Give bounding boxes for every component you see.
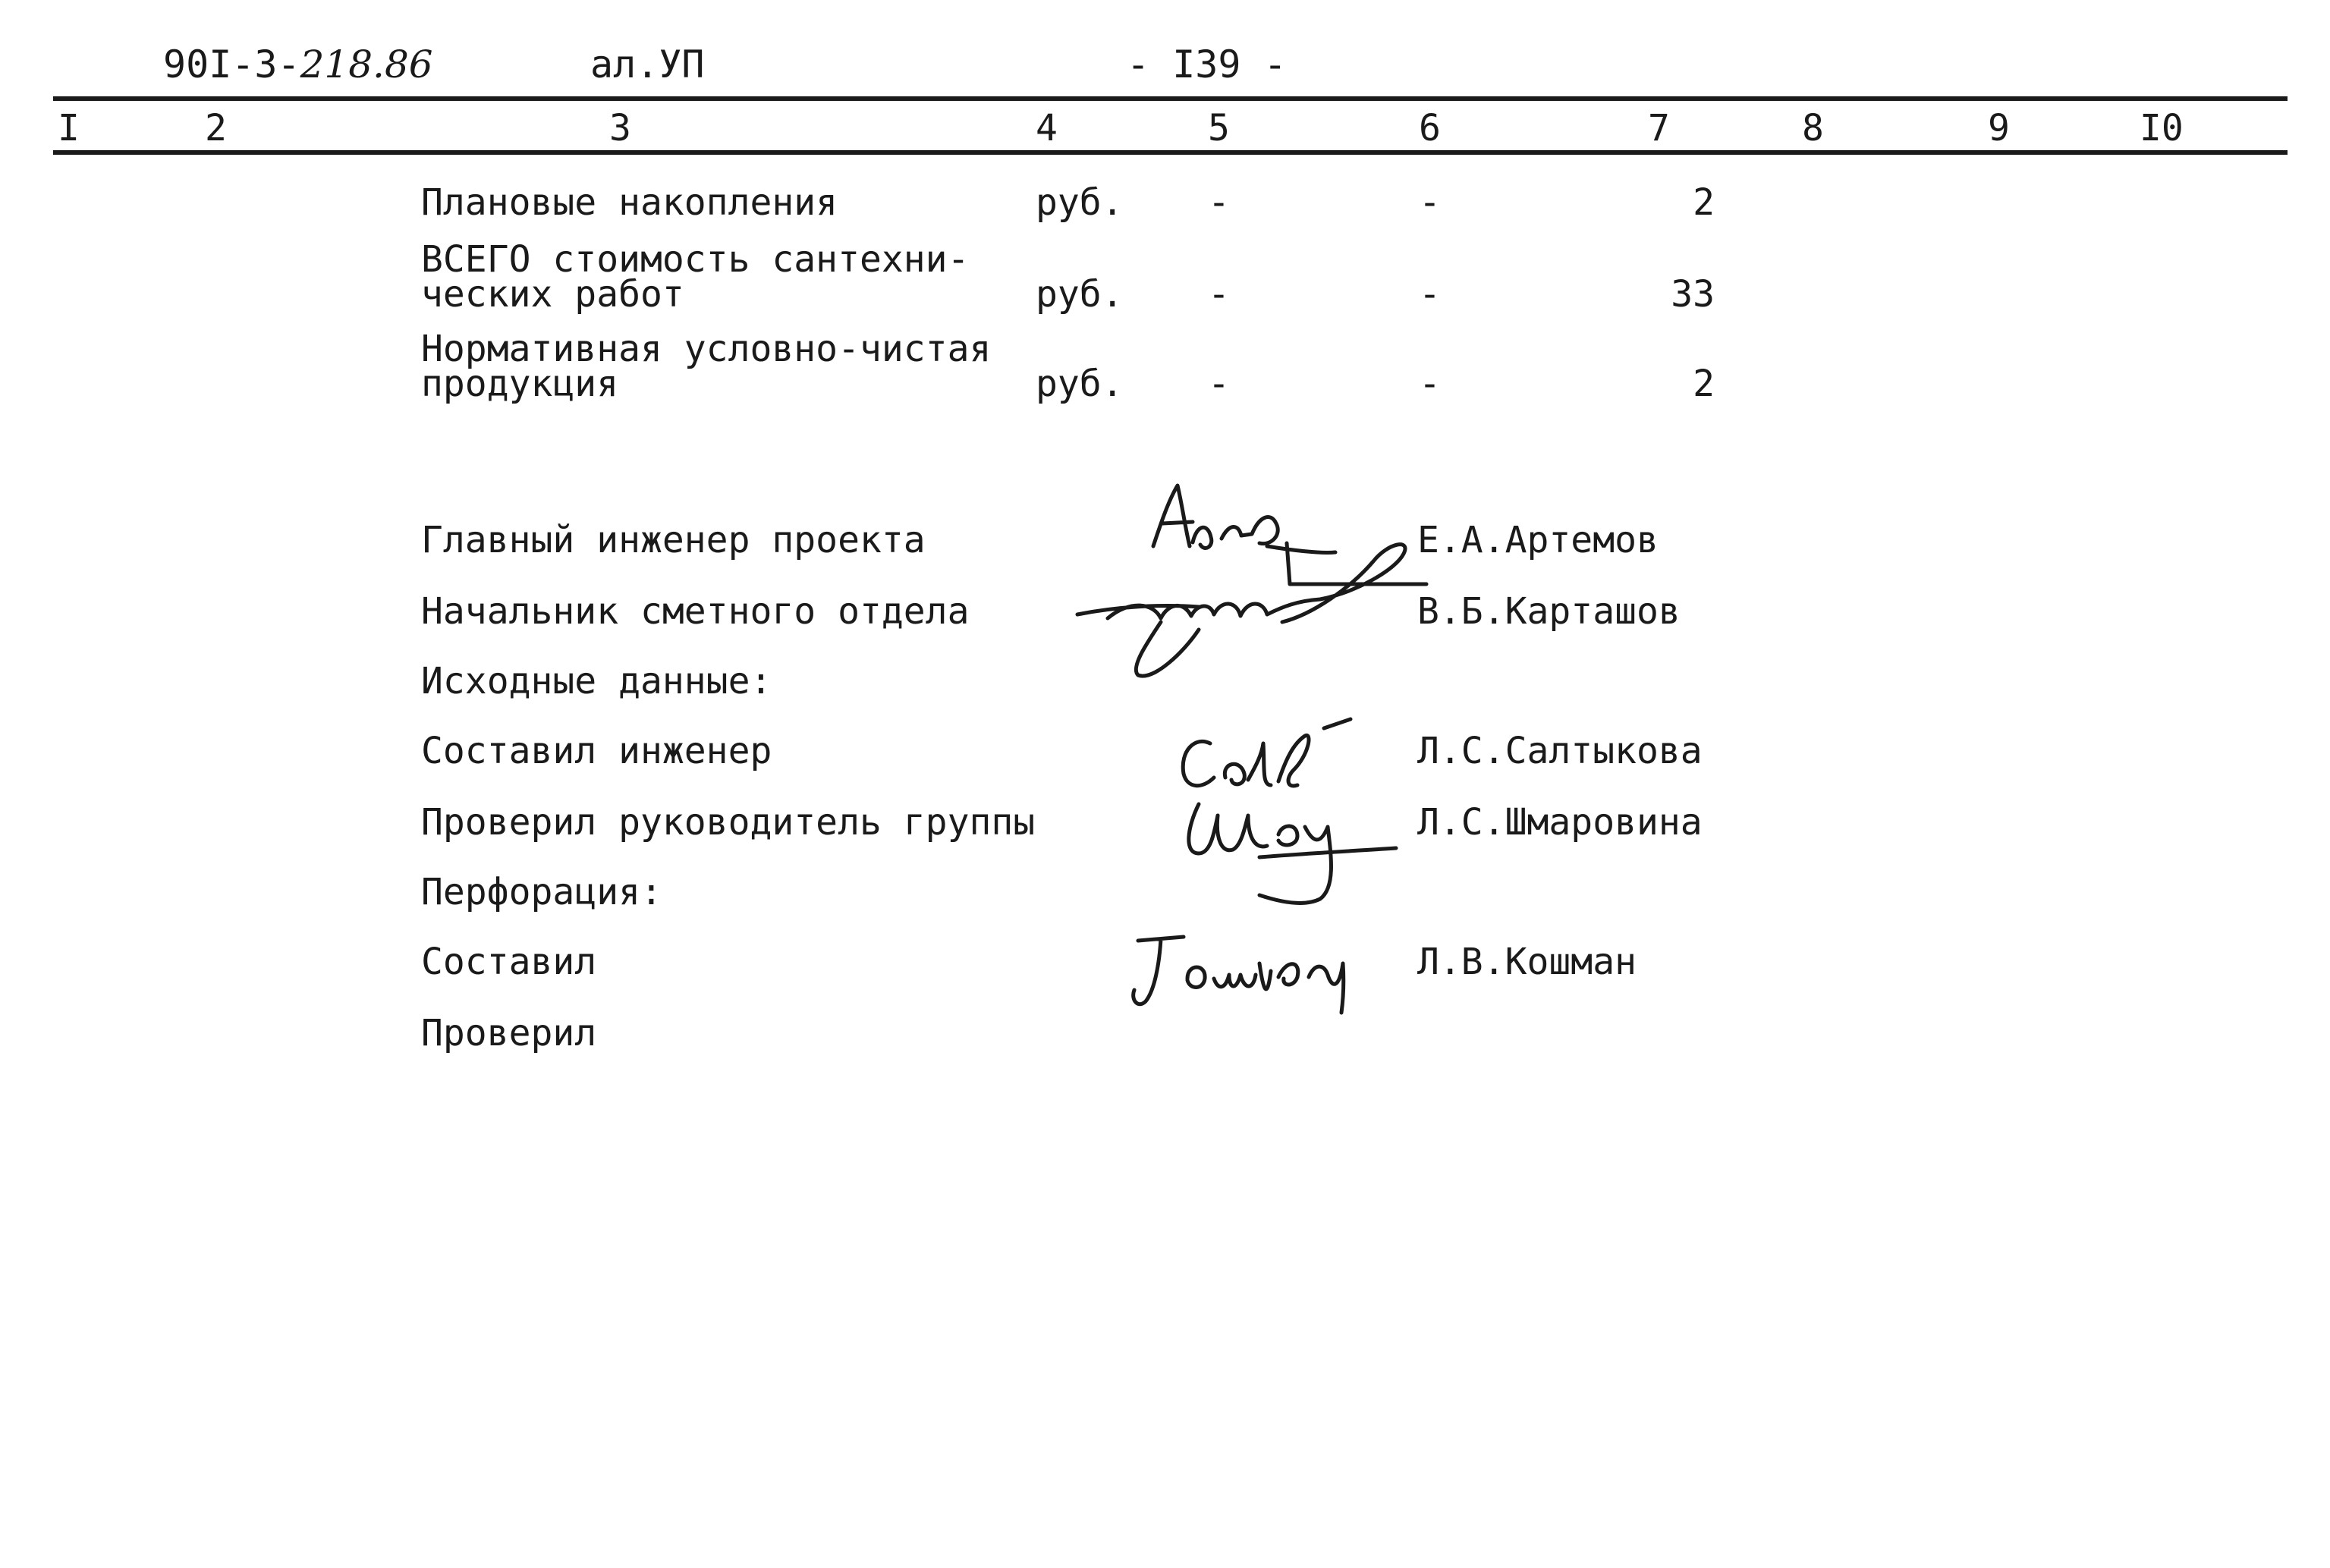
row-col7: 2 [1693,181,1715,224]
row-col5: - [1208,181,1230,224]
page-number: - I39 - [1127,42,1287,86]
column-number-1: I [58,107,80,149]
column-number-10: I0 [2140,107,2184,149]
row-unit: руб. [1036,363,1124,405]
row-col6: - [1419,363,1441,405]
section-label: Исходные данные: [421,660,772,702]
row-col7: 2 [1693,363,1715,405]
row-unit: руб. [1036,181,1124,224]
doc-code-handwritten: 218.86 [300,42,433,86]
table-header-rule [53,150,2288,155]
signatory-role: Главный инженер проекта [421,519,926,561]
column-number-7: 7 [1648,107,1670,149]
signatory-name: Л.С.Салтыкова [1417,730,1703,772]
signatory-role: Составил [421,941,597,983]
album-label: ал.УП [590,42,705,86]
row-col5: - [1208,273,1230,316]
column-number-9: 9 [1988,107,2010,149]
doc-code-prefix: 90I-3- [163,42,300,86]
signature-kartashov [1070,531,1426,683]
signatory-role: Составил инженер [421,730,772,772]
column-number-3: 3 [609,107,631,149]
row-description-line: ВСЕГО стоимость сантехни- [421,238,970,281]
row-description-line: ческих работ [421,273,684,316]
signature-shmarovina [1168,781,1396,910]
signature-koshman [1115,918,1366,1017]
row-col7: 33 [1671,273,1715,316]
table-top-rule [53,96,2288,101]
signatory-role: Начальник сметного отдела [421,590,970,633]
column-number-5: 5 [1208,107,1230,149]
section-label: Перфорация: [421,871,662,913]
signatory-role: Проверил руководитель группы [421,801,1036,844]
signatory-role: Проверил [421,1012,597,1054]
row-description-line: Нормативная условно-чистая [421,328,992,370]
column-number-2: 2 [205,107,227,149]
row-col6: - [1419,273,1441,316]
row-description-line: Плановые накопления [421,181,838,224]
signatory-name: Е.А.Артемов [1417,519,1659,561]
signatory-name: Л.В.Кошман [1417,941,1637,983]
signatory-name: Л.С.Шмаровина [1417,801,1703,844]
column-number-6: 6 [1419,107,1441,149]
row-col5: - [1208,363,1230,405]
doc-code [163,42,433,86]
row-description-line: продукция [421,363,619,405]
column-number-8: 8 [1802,107,1824,149]
column-number-4: 4 [1036,107,1058,149]
signatory-name: В.Б.Карташов [1417,590,1681,633]
row-col6: - [1419,181,1441,224]
row-unit: руб. [1036,273,1124,316]
